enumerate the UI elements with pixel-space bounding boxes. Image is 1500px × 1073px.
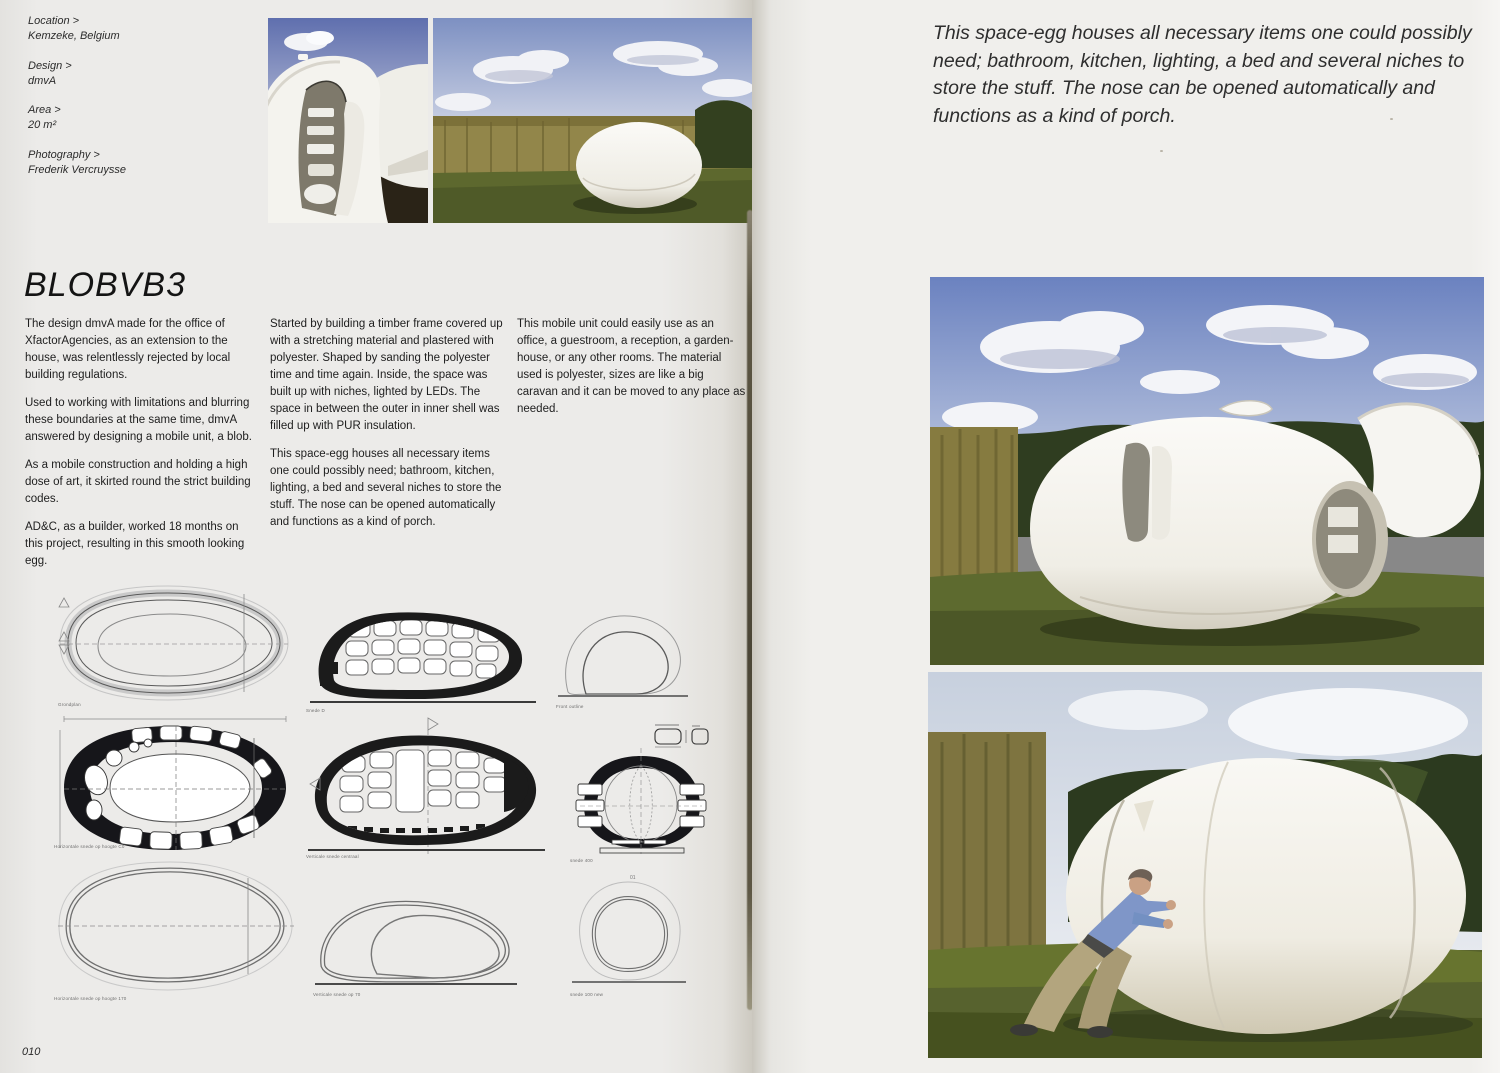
pull-quote: This space-egg houses all necessary items one could possibly need; bathroom, kitchen, lighting, a bed and several niches to store the stuff. The nose can be opened automatically and functions as a kind of porch.: [933, 22, 1472, 128]
paragraph: As a mobile construction and holding a high dose of art, it skirted round the strict building codes.: [25, 459, 251, 506]
drawing-caption: Verticale snede centraal: [306, 854, 359, 859]
drawing-mini-diagrams: [652, 722, 712, 755]
drawing-caption: Verticale snede op 70: [313, 992, 361, 997]
photo-man-pushing-egg: [928, 672, 1482, 1058]
egg-closeup-illustration: [268, 18, 428, 223]
svg-text:01: 01: [630, 875, 636, 881]
article-column-2: [270, 316, 506, 542]
meta-value: dmvA: [28, 74, 57, 87]
meta-label: Photography >: [28, 149, 100, 162]
dust-speck: [1390, 118, 1393, 120]
article-column-1: [25, 316, 253, 581]
drawing-caption: Grondplan: [58, 702, 81, 707]
drawing-caption: snede 400: [570, 858, 593, 863]
meta-value: Frederik Vercruysse: [28, 163, 127, 176]
drawing-caption: Horizontale snede op hoogte C0: [54, 844, 125, 849]
drawing-cross-section: [570, 748, 712, 861]
meta-value: Kemzeke, Belgium: [28, 29, 120, 42]
paragraph: This mobile unit could easily use as an office, a guestroom, a reception, a garden-house, or any other rooms. The material used is polyester, sizes are like a big caravan and it can be moved to any place as needed.: [517, 318, 746, 416]
drawing-front-outline: [558, 608, 688, 709]
meta-label: Design >: [28, 59, 72, 72]
project-metadata: [28, 14, 238, 193]
meta-label: Location >: [28, 15, 80, 27]
drawing-caption: Horizontale snede op hoogte 170: [54, 996, 127, 1001]
drawing-caption: snede 100 new: [570, 992, 604, 997]
drawing-caption: Front outline: [556, 704, 584, 709]
meta-area: [28, 103, 238, 133]
drawing-detailed-floor-plan: [54, 716, 293, 863]
paragraph: AD&C, as a builder, worked 18 months on this project, resulting in this smooth looking egg.: [25, 521, 245, 568]
meta-design: [28, 59, 238, 89]
dust-speck: [1160, 150, 1163, 152]
drawing-side-section-central: [308, 714, 545, 865]
egg-open-nose-illustration: [930, 277, 1484, 665]
page-right: [752, 0, 1500, 1073]
paragraph: Started by building a timber frame covered up with a stretching material and plastered with polyester. Shaped by sanding the polyester time and time again. Inside, the space was built up with niches, lighted by LEDs. The space in between the outer in inner shell was filled up with PUR insulation.: [270, 318, 503, 433]
drawing-floor-plan-outline: [58, 584, 290, 707]
drawing-vertical-section-profile: [315, 892, 517, 995]
drawing-side-section: [306, 606, 536, 713]
paragraph: Used to working with limitations and blurring these boundaries at the same time, dmvA answered by designing a mobile unit, a blob.: [25, 397, 252, 444]
paragraph: The design dmvA made for the office of XfactorAgencies, as an extension to the house, was relentlessly rejected by local building regulations.: [25, 318, 231, 382]
photo-egg-open-nose: [930, 277, 1484, 665]
page-number: 010: [22, 1046, 41, 1058]
article-column-3: [517, 316, 747, 429]
meta-location: [28, 14, 238, 44]
meta-value: 20 m²: [28, 119, 57, 132]
article-title: BLOBVB3: [24, 266, 186, 304]
drawing-rear-outline: [572, 872, 686, 995]
meta-photography: [28, 148, 238, 178]
man-pushing-egg-illustration: [928, 672, 1482, 1058]
drawing-caption: Snede D: [306, 708, 325, 713]
paragraph: This space-egg houses all necessary items one could possibly need; bathroom, kitchen, lighting, a bed and several niches to store the stuff. The nose can be opened automatically and functions as a kind of porch.: [270, 448, 502, 529]
photo-egg-cornfield: [433, 18, 752, 223]
photo-egg-closeup: [268, 18, 428, 223]
meta-label: Area >: [28, 104, 61, 117]
egg-cornfield-illustration: [433, 18, 752, 223]
drawing-horizontal-section-plan: [54, 860, 294, 1001]
